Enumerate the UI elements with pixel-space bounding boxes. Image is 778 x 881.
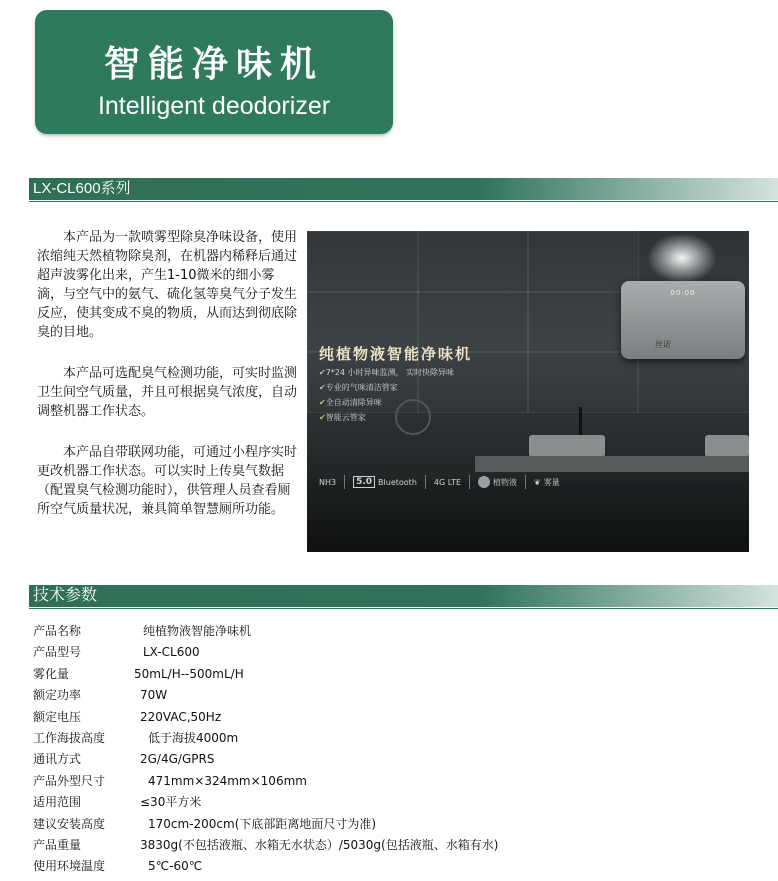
divider <box>469 475 470 489</box>
spec-value: LX-CL600 <box>143 645 200 660</box>
spec-row <box>33 856 773 877</box>
spec-row <box>33 707 773 728</box>
mist-cloud <box>647 233 717 283</box>
spec-value: ≤30平方米 <box>140 795 202 810</box>
wall-tile <box>527 351 639 413</box>
spec-row <box>33 642 773 663</box>
floor <box>307 481 749 552</box>
band-underline <box>29 608 778 609</box>
product-photo <box>307 231 749 552</box>
bluetooth-version: 5.0 <box>353 476 375 488</box>
bluetooth-icon <box>353 476 417 488</box>
spec-value: 471mm×324mm×106mm <box>148 773 307 788</box>
wall-tile <box>637 351 749 413</box>
mist-icon: ❦ 雾量 <box>534 477 560 487</box>
bluetooth-label: Bluetooth <box>378 477 417 487</box>
spec-row <box>33 664 773 685</box>
band-underline <box>29 201 778 202</box>
counter-top <box>475 456 749 472</box>
spec-value: 5℃-60℃ <box>148 859 203 874</box>
spec-label: 产品名称 <box>33 624 82 638</box>
spec-table <box>33 621 773 878</box>
divider <box>425 475 426 489</box>
photo-feature-list <box>319 365 454 425</box>
specs-band <box>29 585 778 607</box>
spec-label: 工作海拔高度 <box>33 730 106 745</box>
description-paragraph-1: 本产品为一款喷雾型除臭净味设备，使用浓缩纯天然植物除臭剂，在机器内稀释后通过超声波雾化出来，产生1-10微米的细小雾滴，与空气中的氨气、硫化氢等臭气分子发生反应，使其变成不臭的物质，从而达到彻底除臭的目地。 <box>37 230 298 340</box>
spec-row <box>33 814 773 835</box>
photo-feature: ✔ 智能云管家 <box>319 410 454 425</box>
description-paragraph-2: 本产品可选配臭气检测功能，可实时监测卫生间空气质量，并且可根据臭气浓度，自动调整机器工作状态。 <box>37 366 298 419</box>
nh3-icon: NH3 <box>319 477 337 487</box>
spec-label: 产品外型尺寸 <box>33 773 106 788</box>
spec-value: 170cm-200cm(下底部距离地面尺寸为准) <box>148 816 377 831</box>
sink-basin <box>705 435 749 457</box>
spec-row <box>33 771 773 792</box>
series-band <box>29 178 778 200</box>
leaf-icon <box>478 476 490 488</box>
divider <box>344 475 345 489</box>
spec-row <box>33 621 773 642</box>
description-paragraph-3: 本产品自带联网功能，可通过小程序实时更改机器工作状态。可以实时上传臭气数据（配置臭气检测功能时），供管理人员查看厕所空气质量状况，兼具简单智慧厕所功能。 <box>37 445 298 517</box>
specs-title: 技术参数 <box>33 587 98 604</box>
spec-row <box>33 685 773 706</box>
photo-feature: ✔ 专业的气味清洁管家 <box>319 380 454 395</box>
spec-value: 2G/4G/GPRS <box>140 752 215 767</box>
title-cn: 智能净味机 <box>103 43 324 85</box>
product-description <box>37 228 299 541</box>
spec-value: 3830g(不包括液瓶、水箱无水状态）/5030g(包括液瓶、水箱有水) <box>140 837 499 852</box>
wall-tile <box>417 231 529 293</box>
divider <box>525 475 526 489</box>
wall-tile <box>307 231 419 293</box>
spec-label: 通讯方式 <box>33 752 82 767</box>
spec-value: 纯植物液智能净味机 <box>143 624 252 638</box>
round-mirror <box>395 399 431 435</box>
spec-row <box>33 728 773 749</box>
plant-icon: 植物液 <box>478 476 517 488</box>
spec-row <box>33 792 773 813</box>
sink-basin <box>529 435 605 457</box>
spec-value: 50mL/H--500mL/H <box>134 666 244 681</box>
device-logo: 丝诺 <box>655 340 671 349</box>
spec-label: 产品重量 <box>33 837 82 852</box>
deodorizer-device <box>621 281 745 359</box>
title-banner <box>35 10 393 134</box>
spec-label: 雾化量 <box>33 666 70 681</box>
spec-label: 使用环境温度 <box>33 859 106 874</box>
spec-row <box>33 835 773 856</box>
photo-feature: ✔ 7*24 小时异味监测， 实时快除异味 <box>319 365 454 380</box>
spec-row <box>33 749 773 770</box>
title-en: Intelligent deodorizer <box>97 92 331 120</box>
spec-label: 额定功率 <box>33 688 82 703</box>
spec-label: 产品型号 <box>33 645 82 660</box>
spec-value: 低于海拔4000m <box>148 730 239 745</box>
faucet <box>579 407 582 435</box>
series-title: LX-CL600系列 <box>33 180 131 197</box>
spec-value: 70W <box>140 688 168 703</box>
spec-label: 适用范围 <box>33 795 82 810</box>
device-display: 00:00 <box>670 289 696 297</box>
photo-feature: ✔ 全自动清除异味 <box>319 395 454 410</box>
spec-label: 额定电压 <box>33 709 82 724</box>
feature-icon-row <box>319 475 560 489</box>
spec-label: 建议安装高度 <box>33 816 106 831</box>
spec-value: 220VAC,50Hz <box>140 709 222 724</box>
lte-icon: 4G LTE <box>433 477 462 487</box>
photo-title: 纯植物液智能净味机 <box>319 345 473 363</box>
